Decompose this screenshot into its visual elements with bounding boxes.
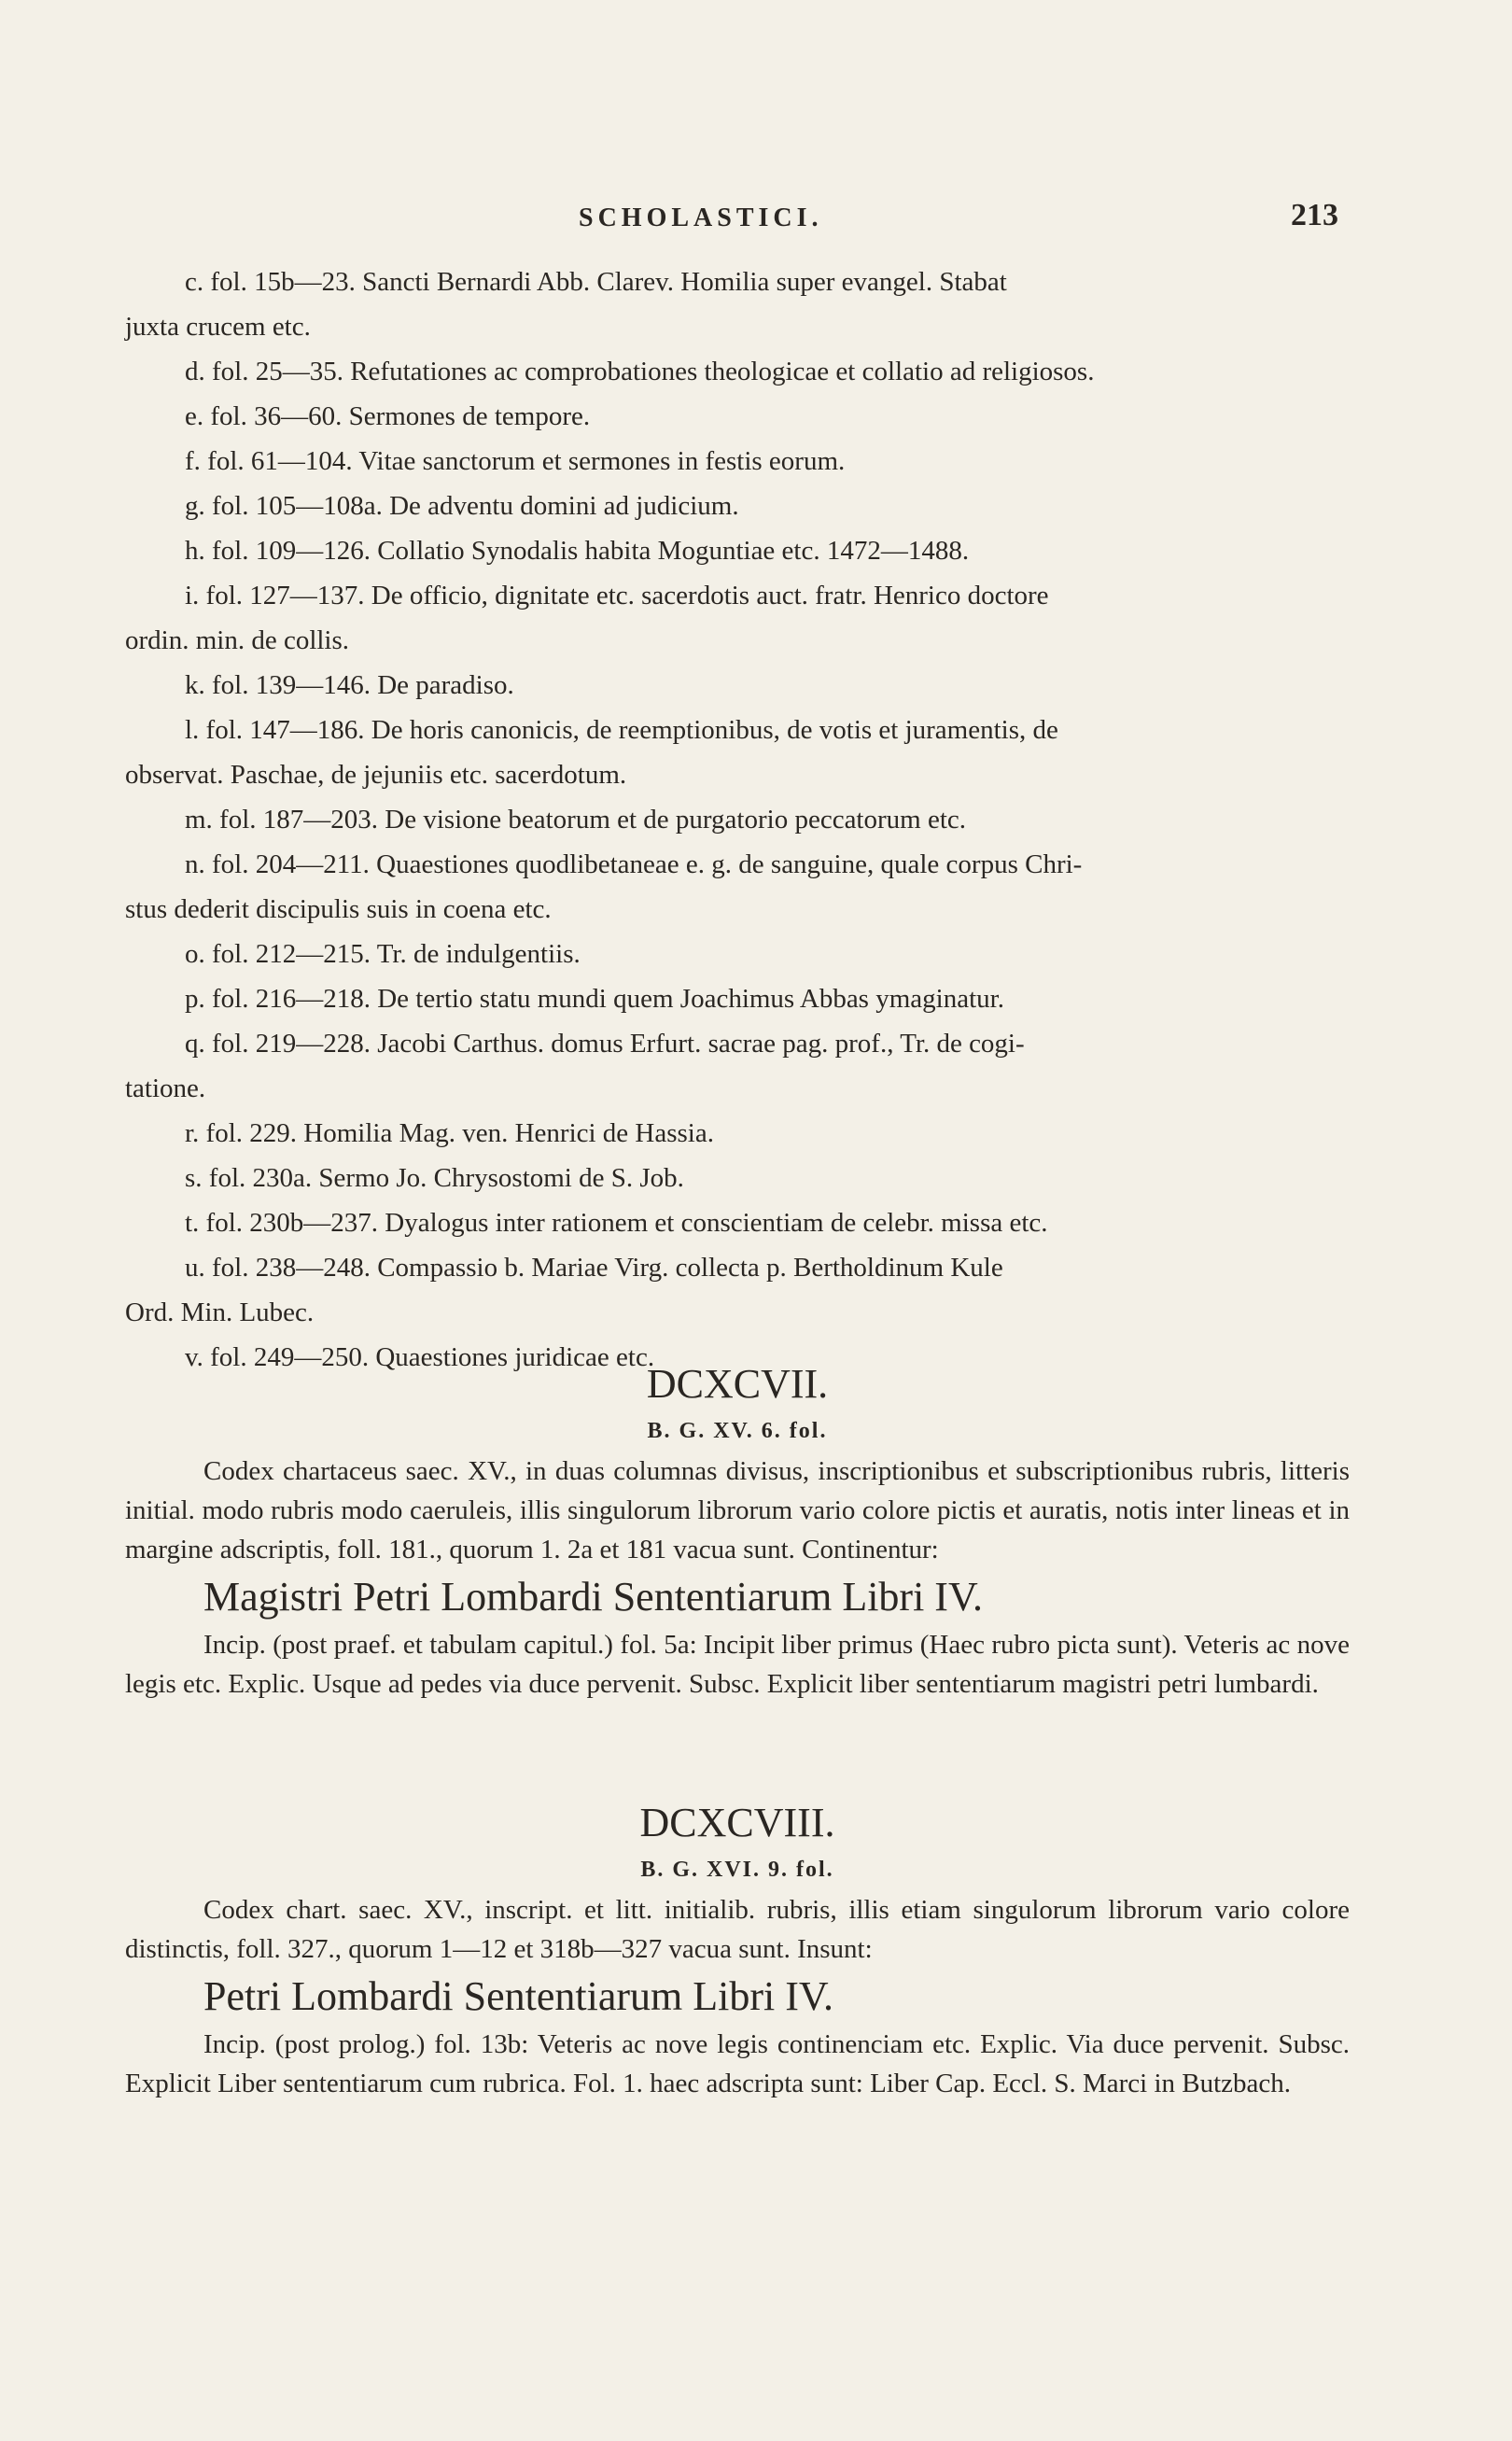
entry-line: tatione. xyxy=(125,1073,206,1103)
list-item xyxy=(125,260,1350,349)
page-number: 213 xyxy=(1291,198,1338,232)
incipit-text: Incip. (post praef. et tabulam capitul.) fol. 5a: Incipit liber primus (Haec rubro picta sunt). Veteris ac nove legis etc. Explic. Usque ad pedes via duce pervenit. Subsc. Explicit liber sententiarum magistri petri lumbardi. xyxy=(125,1630,1350,1699)
list-item xyxy=(125,663,1350,708)
list-item xyxy=(125,932,1350,976)
codex-number: DCXCVII. xyxy=(646,1361,829,1407)
list-item xyxy=(125,349,1350,394)
list-item xyxy=(125,1111,1350,1156)
entry-line: s. fol. 230a. Sermo Jo. Chrysostomi de S. Job. xyxy=(185,1163,684,1193)
list-item xyxy=(125,573,1350,663)
entry-line: observat. Paschae, de jejuniis etc. sacerdotum. xyxy=(125,760,627,790)
list-item xyxy=(125,439,1350,484)
codex-description: Codex chart. saec. XV., inscript. et litt. initialib. rubris, illis etiam singulorum librorum vario colore distinctis, foll. 327., quorum 1—12 et 318b—327 vacua sunt. Insunt: xyxy=(125,1895,1350,1964)
running-title: SCHOLASTICI. xyxy=(579,203,823,232)
list-item xyxy=(125,842,1350,932)
list-item xyxy=(125,1156,1350,1200)
list-item xyxy=(125,484,1350,528)
entry-line: stus dederit discipulis suis in coena etc. xyxy=(125,894,552,924)
codex-description: Codex chartaceus saec. XV., in duas columnas divisus, inscriptionibus et subscriptionibus rubris, litteris initial. modo rubris modo caeruleis, illis singulorum librorum vario colore pictis et auratis, notis inter lineas et in margine adscriptis, foll. 181., quorum 1. 2a et 181 vacua sunt. Continentur: xyxy=(125,1456,1350,1564)
entry-line: h. fol. 109—126. Collatio Synodalis habita Moguntiae etc. 1472—1488. xyxy=(185,536,970,566)
codex-number: DCXCVIII. xyxy=(639,1800,835,1845)
entry-line: g. fol. 105—108a. De adventu domini ad judicium. xyxy=(185,491,739,521)
entry-line: Ord. Min. Lubec. xyxy=(125,1298,315,1327)
entry-line: v. fol. 249—250. Quaestiones juridicae etc. xyxy=(185,1342,655,1372)
list-item xyxy=(125,1200,1350,1245)
entry-line: juxta crucem etc. xyxy=(125,312,311,342)
entry-line: r. fol. 229. Homilia Mag. ven. Henrici de Hassia. xyxy=(185,1118,714,1148)
entry-line: t. fol. 230b—237. Dyalogus inter rationem et conscientiam de celebr. missa etc. xyxy=(185,1208,1048,1238)
entry-line: q. fol. 219—228. Jacobi Carthus. domus Erfurt. sacrae pag. prof., Tr. de cogi- xyxy=(185,1029,1025,1059)
entry-line: e. fol. 36—60. Sermones de tempore. xyxy=(185,401,591,431)
work-title: Petri Lombardi Sententiarum Libri IV. xyxy=(203,1973,833,2019)
list-item xyxy=(125,528,1350,573)
entry-line: c. fol. 15b—23. Sancti Bernardi Abb. Clarev. Homilia super evangel. Stabat xyxy=(185,267,1007,297)
codex-697-section xyxy=(125,1358,1350,1704)
list-item xyxy=(125,1245,1350,1335)
shelfmark: B. G. XV. 6. fol. xyxy=(647,1419,828,1443)
shelfmark: B. G. XVI. 9. fol. xyxy=(640,1858,834,1882)
entry-line: n. fol. 204—211. Quaestiones quodlibetaneae e. g. de sanguine, quale corpus Chri- xyxy=(185,849,1083,879)
entry-line: m. fol. 187—203. De visione beatorum et de purgatorio peccatorum etc. xyxy=(185,805,967,835)
list-item xyxy=(125,976,1350,1021)
list-item xyxy=(125,708,1350,797)
page-header xyxy=(0,194,1512,241)
entry-line: o. fol. 212—215. Tr. de indulgentiis. xyxy=(185,939,581,969)
work-title: Magistri Petri Lombardi Sententiarum Libri IV. xyxy=(203,1574,984,1620)
entry-line: d. fol. 25—35. Refutationes ac comprobationes theologicae et collatio ad religiosos. xyxy=(185,357,1095,386)
entry-line: i. fol. 127—137. De officio, dignitate etc. sacerdotis auct. fratr. Henrico doctore xyxy=(185,581,1049,610)
entry-line: k. fol. 139—146. De paradiso. xyxy=(185,670,514,700)
entry-line: p. fol. 216—218. De tertio statu mundi quem Joachimus Abbas ymaginatur. xyxy=(185,984,1004,1014)
codex-698-section xyxy=(125,1797,1350,2103)
list-item xyxy=(125,1021,1350,1111)
list-item xyxy=(125,797,1350,842)
entry-line: u. fol. 238—248. Compassio b. Mariae Virg. collecta p. Bertholdinum Kule xyxy=(185,1253,1003,1283)
entry-line: f. fol. 61—104. Vitae sanctorum et sermones in festis eorum. xyxy=(185,446,846,476)
list-item xyxy=(125,394,1350,439)
incipit-text: Incip. (post prolog.) fol. 13b: Veteris ac nove legis continenciam etc. Explic. Via duce pervenit. Subsc. Explicit Liber sententiarum cum rubrica. Fol. 1. haec adscripta sunt: Liber Cap. Eccl. S. Marci in Butzbach. xyxy=(125,2029,1350,2098)
entry-line: ordin. min. de collis. xyxy=(125,625,350,655)
entry-line: l. fol. 147—186. De horis canonicis, de reemptionibus, de votis et juramentis, de xyxy=(185,715,1058,745)
contents-list xyxy=(125,260,1350,1380)
